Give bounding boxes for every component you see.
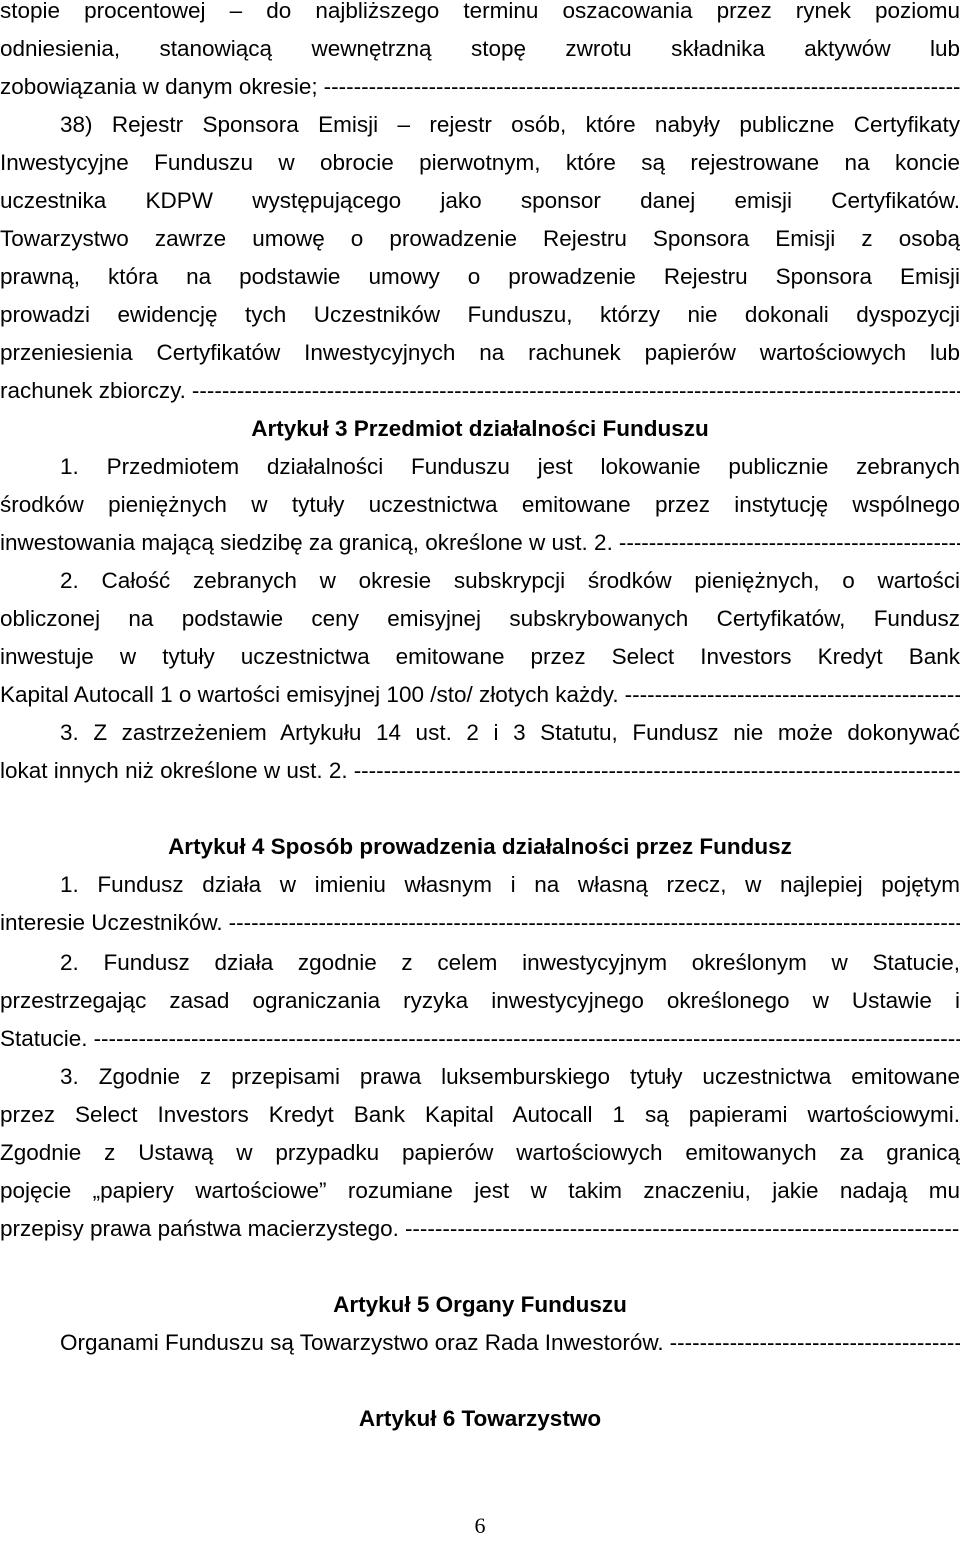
text-line: środków pieniężnych w tytuły uczestnictwa emitowane przez instytucję wspólnego	[0, 492, 960, 517]
article-4-heading: Artykuł 4 Sposób prowadzenia działalności przez Fundusz	[168, 834, 792, 859]
text-line: inwestuje w tytuły uczestnictwa emitowane przez Select Investors Kredyt Bank	[0, 644, 960, 669]
text-line	[0, 1020, 960, 1059]
text-line-content: inwestowania mającą siedzibę za granicą, określone w ust. 2.	[0, 530, 613, 555]
text-line	[0, 68, 960, 107]
article-3-heading: Artykuł 3 Przedmiot działalności Funduszu	[251, 416, 709, 441]
text-line: odniesienia, stanowiącą wewnętrzną stopę zwrotu składnika aktywów lub	[0, 36, 960, 61]
article-4-paragraph-2: 2. Fundusz działa zgodnie z celem inwestycyjnym określonym w Statucie,	[60, 950, 960, 975]
text-line: Towarzystwo zawrze umowę o prowadzenie Rejestru Sponsora Emisji z osobą	[0, 226, 960, 251]
text-line: przestrzegając zasad ograniczania ryzyka inwestycyjnego określonego w Ustawie i	[0, 988, 960, 1013]
text-line	[0, 752, 960, 791]
article-5-paragraph	[60, 1324, 960, 1363]
article-4-paragraph-3: 3. Zgodnie z przepisami prawa luksemburskiego tytuły uczestnictwa emitowane	[60, 1064, 960, 1089]
dash-leader	[354, 752, 960, 791]
dash-leader	[619, 524, 960, 563]
text-line-content: Kapital Autocall 1 o wartości emisyjnej 100 /sto/ złotych każdy.	[0, 682, 619, 707]
text-line: prowadzi ewidencję tych Uczestników Funduszu, którzy nie dokonali dyspozycji	[0, 302, 960, 327]
text-line-content: Statucie.	[0, 1026, 88, 1051]
text-line	[0, 676, 960, 715]
dash-leader	[405, 1210, 960, 1249]
text-line: stopie procentowej – do najbliższego terminu oszacowania przez rynek poziomu	[0, 0, 960, 23]
page-number: 6	[474, 1513, 486, 1538]
text-line: Inwestycyjne Funduszu w obrocie pierwotnym, które są rejestrowane na koncie	[0, 150, 960, 175]
text-line: Zgodnie z Ustawą w przypadku papierów wartościowych emitowanych za granicą	[0, 1140, 960, 1165]
article-4-paragraph-1: 1. Fundusz działa w imieniu własnym i na własną rzecz, w najlepiej pojętym	[60, 872, 960, 897]
text-line	[0, 1210, 960, 1249]
text-line: obliczonej na podstawie ceny emisyjnej subskrybowanych Certyfikatów, Fundusz	[0, 606, 960, 631]
text-line	[0, 524, 960, 563]
text-line-content: rachunek zbiorczy.	[0, 378, 186, 403]
dash-leader	[324, 68, 960, 107]
dash-leader	[625, 676, 960, 715]
text-line: prawną, która na podstawie umowy o prowadzenie Rejestru Sponsora Emisji	[0, 264, 960, 289]
text-line: uczestnika KDPW występującego jako sponsor danej emisji Certyfikatów.	[0, 188, 960, 213]
dash-leader	[229, 904, 960, 943]
article-3-paragraph-3: 3. Z zastrzeżeniem Artykułu 14 ust. 2 i 3 Statutu, Fundusz nie może dokonywać	[60, 720, 960, 745]
article-3-paragraph-2: 2. Całość zebranych w okresie subskrypcji środków pieniężnych, o wartości	[60, 568, 960, 593]
text-line-content: lokat innych niż określone w ust. 2.	[0, 758, 348, 783]
text-line	[0, 372, 960, 411]
text-line-content: Organami Funduszu są Towarzystwo oraz Rada Inwestorów.	[60, 1330, 664, 1355]
dash-leader	[192, 372, 960, 411]
text-line: przez Select Investors Kredyt Bank Kapital Autocall 1 są papierami wartościowymi.	[0, 1102, 960, 1127]
dash-leader	[670, 1324, 960, 1363]
text-line	[0, 904, 960, 943]
text-line-content: przepisy prawa państwa macierzystego.	[0, 1216, 399, 1241]
article-6-heading: Artykuł 6 Towarzystwo	[358, 1406, 602, 1431]
text-line: przeniesienia Certyfikatów Inwestycyjnych na rachunek papierów wartościowych lub	[0, 340, 960, 365]
text-line-content: interesie Uczestników.	[0, 910, 223, 935]
article-5-heading: Artykuł 5 Organy Funduszu	[333, 1292, 627, 1317]
text-line-content: zobowiązania w danym okresie;	[0, 74, 318, 99]
dash-leader	[94, 1020, 960, 1059]
article-3-paragraph-1: 1. Przedmiotem działalności Funduszu jest lokowanie publicznie zebranych	[60, 454, 960, 479]
definition-38: 38) Rejestr Sponsora Emisji – rejestr osób, które nabyły publiczne Certyfikaty	[60, 112, 960, 137]
text-line: pojęcie „papiery wartościowe” rozumiane jest w takim znaczeniu, jakie nadają mu	[0, 1178, 960, 1203]
